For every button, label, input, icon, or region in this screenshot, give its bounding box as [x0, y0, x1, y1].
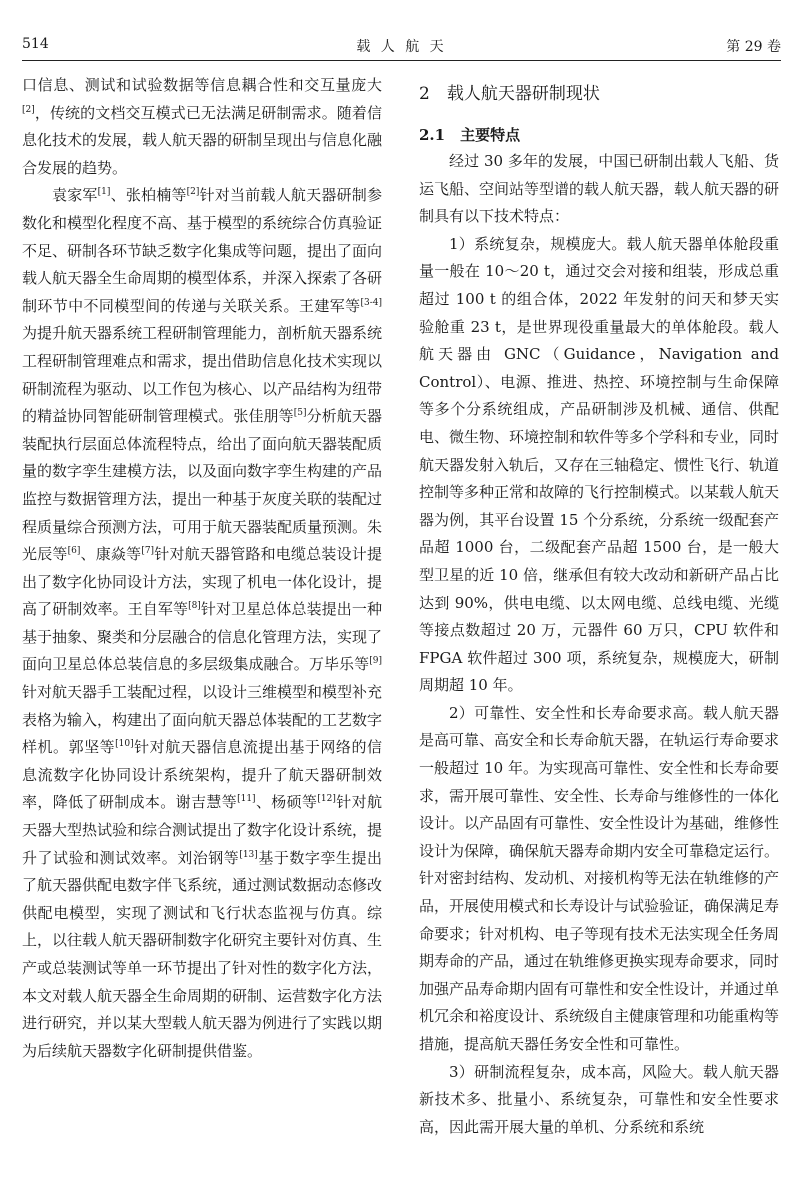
paragraph-intro: 经过 30 多年的发展，中国已研制出载人飞船、货运飞船、空间站等型谱的载人航天器，载人航天器的研制具有以下技术特点： — [419, 152, 780, 226]
subsection-heading: 2.1 主要特点 — [419, 126, 521, 144]
citation-marker: [9] — [369, 656, 382, 667]
citation-marker: [2] — [186, 187, 200, 198]
citation-marker: [8] — [188, 601, 201, 612]
paragraph-feature-1: 1）系统复杂，规模庞大。载人航天器单体舱段重量一般在 10～20 t，通过交会对接和组装，形成总重超过 100 t 的组合体，2022 年发射的问天和梦天实验舱重 23 t，是世界现役重量最大的单体舱段。载人航天器由 GNC（Guidance，Navigation and Control）、电源、推进、热控、环境控制与生命保障等多个分系统组成，产品研制涉及机械、通信、供配电、微生物、环境控制和软件等多个学科和专业，同时航天器发射入轨后，又存在三轴稳定、惯性飞行、轨道控制等多种正常和故障的飞行控制模式。以某载人航天器为例，其平台设置 15 个分系统，分系统一级配套产品超 1000 台，二级配套产品超 1500 台，是一般大型卫星的近 10 倍，继承但有较大改动和新研产品占比达到 90%，供电电缆、以太网电缆、总线电缆、光缆等接点数超过 20 万，元器件 60 万只，CPU 软件和 FPGA 软件超过 300 项，系统复杂，规模庞大，研制周期超 10 年。 — [419, 234, 780, 695]
running-header — [22, 36, 781, 61]
citation-marker: [11] — [237, 794, 256, 805]
citation-marker: [12] — [317, 794, 336, 805]
page-number: 514 — [22, 36, 49, 52]
citation-marker: [3-4] — [360, 297, 382, 308]
paragraph-related-work: 袁家军[1]、张柏楠等[2]针对当前载人航天器研制参数化和模型化程度不高、基于模型的系统综合仿真验证不足、研制各环节缺乏数字化集成等问题，提出了面向载人航天器全生命周期的模型体系，并深入探索了各研制环节中不同模型间的传递与关联关系。王建军等[3-4]为提升航天器系统工程研制管理能力，剖析航天器系统工程研制管理难点和需求，提出借助信息化技术实现以研制流程为驱动、以工作包为核心、以产品结构为纽带的精益协同智能研制管理模式。张佳朋等[5]分析航天器装配执行层面总体流程特点，给出了面向航天器装配质量的数字孪生建模方法，以及面向数字孪生构建的产品监控与数据管理方法，提出一种基于灰度关联的装配过程质量综合预测方法，可用于航天器装配质量预测。朱光辰等[6]、康焱等[7]针对航天器管路和电缆总装设计提出了数字化协同设计方法，实现了机电一体化设计，提高了研制效率。王自军等[8]针对卫星总体总装提出一种基于抽象、聚类和分层融合的信息化管理方法，实现了面向卫星总体总装信息的多层级集成融合。万毕乐等[9]针对航天器手工装配过程，以设计三维模型和模型补充表格为输入，构建出了面向航天器总体装配的工艺数字样机。郭坚等[10]针对航天器信息流提出基于网络的信息流数字化协同设计系统架构，提升了航天器研制效率，降低了研制成本。谢吉慧等[11]、杨硕等[12]针对航天器大型热试验和综合测试提出了数字化设计系统，提升了试验和测试效率。刘治钢等[13]基于数字孪生提出了航天器供配电数字伴飞系统，通过测试数据动态修改供配电模型，实现了测试和飞行状态监视与仿真。综上，以往载人航天器研制数字化研究主要针对仿真、生产或总装测试等单一环节提出了针对性的数字化方法，本文对载人航天器全生命周期的研制、运营数字化方法进行研究，并以某大型载人航天器为例进行了实践以期为后续航天器数字化研制提供借鉴。 — [22, 186, 383, 1060]
citation-marker: [7] — [141, 546, 155, 557]
citation-marker: [2] — [22, 104, 35, 115]
journal-title: 载 人 航 天 — [356, 39, 447, 55]
paragraph-feature-2: 2）可靠性、安全性和长寿命要求高。载人航天器是高可靠、高安全和长寿命航天器，在轨运行寿命要求一般超过 10 年。为实现高可靠性、安全性和长寿命要求，需开展可靠性、安全性、长寿命与维修性的一体化设计。以产品固有可靠性、安全性设计为基础，维修性设计为保障，确保航天器寿命期内安全可靠稳定运行。针对密封结构、发动机、对接机构等无法在轨维修的产品，开展使用模式和长寿设计与试验验证，确保满足寿命要求；针对机构、电子等现有技术无法实现全任务周期寿命的产品，通过在轨维修更换实现寿命要求，同时加强产品寿命期内固有可靠性和安全性设计，并通过单机冗余和裕度设计、系统级自主健康管理和功能重构等措施，提高航天器任务安全性和可靠性。 — [419, 703, 780, 1053]
citation-marker: [6] — [67, 546, 81, 557]
citation-marker: [13] — [239, 849, 258, 860]
paragraph-continued: 口信息、测试和试验数据等信息耦合性和交互量庞大[2]，传统的文档交互模式已无法满足研制需求。随着信息化技术的发展，载人航天器的研制呈现出与信息化融合发展的趋势。 — [22, 76, 383, 177]
paragraph-feature-3: 3）研制流程复杂，成本高，风险大。载人航天器新技术多、批量小、系统复杂，可靠性和安全性要求高，因此需开展大量的单机、分系统和系统 — [419, 1062, 779, 1136]
right-column — [419, 72, 779, 1141]
volume-label: 第 29 卷 — [726, 39, 781, 55]
citation-marker: [10] — [115, 739, 134, 750]
left-column — [22, 72, 382, 1065]
section-heading: 2 载人航天器研制现状 — [419, 84, 600, 104]
citation-marker: [5] — [293, 408, 307, 419]
citation-marker: [1] — [97, 187, 111, 198]
